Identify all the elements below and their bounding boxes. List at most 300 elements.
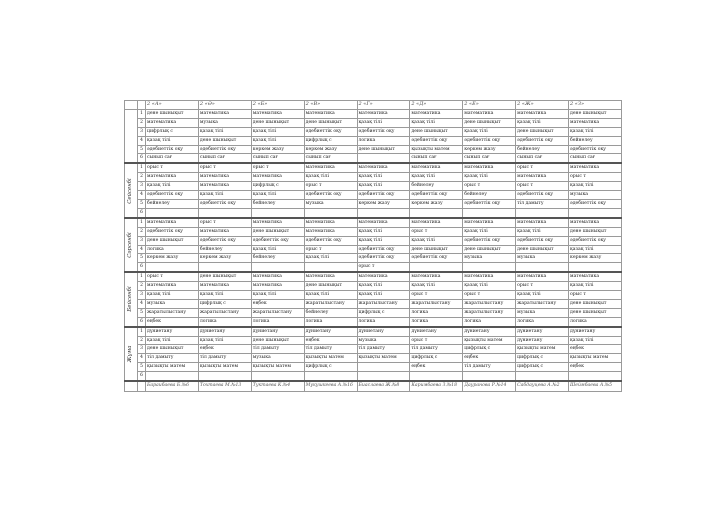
lesson-cell: цифрлық с bbox=[146, 127, 199, 136]
lesson-row bbox=[125, 218, 622, 227]
lesson-cell: математика bbox=[569, 218, 622, 227]
lesson-cell: көркем жазу bbox=[251, 145, 304, 154]
lesson-cell: қазақ тілі bbox=[569, 336, 622, 345]
lesson-cell: математика bbox=[516, 272, 569, 281]
lesson-cell: дүниетану bbox=[463, 327, 516, 336]
lesson-cell: қазақ тілі bbox=[198, 127, 251, 136]
lesson-cell: қызықты матем bbox=[304, 354, 357, 363]
lesson-cell: орыс т bbox=[304, 245, 357, 254]
lesson-cell: логика bbox=[516, 317, 569, 326]
lesson-number: 6 bbox=[138, 372, 146, 381]
lesson-cell: дене шынықыт bbox=[304, 118, 357, 127]
lesson-cell: жаратылыстану bbox=[516, 299, 569, 308]
lesson-cell: қызықты матем bbox=[516, 345, 569, 354]
lesson-cell: дене шынықыт bbox=[251, 118, 304, 127]
lesson-cell bbox=[463, 372, 516, 381]
corner-cell bbox=[125, 381, 138, 391]
lesson-cell bbox=[146, 208, 199, 217]
lesson-cell: орыс т bbox=[516, 282, 569, 291]
lesson-cell: көркем жазу bbox=[146, 254, 199, 263]
lesson-number: 3 bbox=[138, 127, 146, 136]
lesson-cell: математика bbox=[146, 218, 199, 227]
lesson-cell: қазақ тілі bbox=[516, 291, 569, 300]
lesson-row bbox=[125, 173, 622, 182]
lesson-number: 5 bbox=[138, 363, 146, 372]
lesson-cell: математика bbox=[516, 218, 569, 227]
lesson-cell: қазақ тілі bbox=[410, 236, 463, 245]
lesson-cell: математика bbox=[251, 282, 304, 291]
lesson-cell: көркем жазу bbox=[198, 254, 251, 263]
lesson-cell bbox=[304, 263, 357, 272]
lesson-number: 3 bbox=[138, 345, 146, 354]
class-header: 2 «Б» bbox=[251, 101, 304, 110]
lesson-cell: математика bbox=[146, 282, 199, 291]
lesson-cell: орыс т bbox=[410, 227, 463, 236]
lesson-cell: жаратылыстану bbox=[463, 299, 516, 308]
lesson-number: 2 bbox=[138, 118, 146, 127]
lesson-cell bbox=[198, 263, 251, 272]
day-label bbox=[125, 327, 138, 381]
lesson-cell: математика bbox=[463, 163, 516, 172]
lesson-cell: көркем жазу bbox=[569, 254, 622, 263]
lesson-row bbox=[125, 272, 622, 281]
lesson-cell: математика bbox=[569, 163, 622, 172]
lesson-number: 1 bbox=[138, 272, 146, 281]
lesson-number: 1 bbox=[138, 327, 146, 336]
lesson-cell: орыс т bbox=[516, 163, 569, 172]
lesson-cell: қазақ тілі bbox=[463, 282, 516, 291]
lesson-cell bbox=[516, 263, 569, 272]
corner-cell bbox=[138, 381, 146, 391]
lesson-cell: тіл дамыту bbox=[463, 363, 516, 372]
lesson-number: 4 bbox=[138, 245, 146, 254]
lesson-row bbox=[125, 245, 622, 254]
teacher-name: Сабдауцева А.№2 bbox=[516, 381, 569, 391]
lesson-row bbox=[125, 109, 622, 118]
lesson-cell: қазақ тілі bbox=[146, 182, 199, 191]
lesson-cell: қазақ тілі bbox=[357, 291, 410, 300]
lesson-cell: математика bbox=[198, 282, 251, 291]
lesson-cell: қазақ тілі bbox=[463, 227, 516, 236]
lesson-cell: цифрлық с bbox=[251, 182, 304, 191]
lesson-cell: бейнелеу bbox=[198, 245, 251, 254]
lesson-cell: цифрлық с bbox=[304, 136, 357, 145]
lesson-cell: сынып сағ bbox=[146, 154, 199, 163]
lesson-cell: математика bbox=[198, 173, 251, 182]
lesson-cell: әдебиеттік оқу bbox=[463, 199, 516, 208]
lesson-cell: орыс т bbox=[251, 163, 304, 172]
lesson-row bbox=[125, 336, 622, 345]
lesson-cell bbox=[463, 263, 516, 272]
lesson-row bbox=[125, 118, 622, 127]
lesson-cell: дене шынықыт bbox=[569, 109, 622, 118]
lesson-number: 2 bbox=[138, 282, 146, 291]
lesson-cell: еңбек bbox=[410, 363, 463, 372]
teacher-name: Туктаева К.№4 bbox=[251, 381, 304, 391]
lesson-cell: әдебиеттік оқу bbox=[251, 236, 304, 245]
lesson-row bbox=[125, 345, 622, 354]
lesson-cell bbox=[569, 208, 622, 217]
lesson-cell: музыка bbox=[304, 199, 357, 208]
lesson-cell: орыс т bbox=[516, 182, 569, 191]
lesson-cell: дене шынықыт bbox=[146, 109, 199, 118]
lesson-cell: тіл дамыту bbox=[357, 345, 410, 354]
lesson-cell: еңбек bbox=[304, 336, 357, 345]
lesson-cell: қазақ тілі bbox=[357, 118, 410, 127]
lesson-cell: математика bbox=[463, 109, 516, 118]
lesson-cell: орыс т bbox=[410, 336, 463, 345]
day-name: Жұма bbox=[127, 345, 134, 363]
lesson-cell: логика bbox=[410, 308, 463, 317]
lesson-row bbox=[125, 317, 622, 326]
lesson-cell bbox=[146, 372, 199, 381]
lesson-cell: қазақ тілі bbox=[357, 182, 410, 191]
lesson-cell bbox=[569, 372, 622, 381]
lesson-cell bbox=[357, 372, 410, 381]
lesson-cell: еңбек bbox=[251, 299, 304, 308]
lesson-cell: тіл дамыту bbox=[198, 354, 251, 363]
day-label bbox=[125, 109, 138, 163]
lesson-cell: қазақ тілі bbox=[251, 291, 304, 300]
lesson-cell: дене шынықыт bbox=[251, 336, 304, 345]
lesson-cell: цифрлық с bbox=[198, 299, 251, 308]
lesson-cell: математика bbox=[198, 109, 251, 118]
lesson-cell: қызықты матем bbox=[198, 363, 251, 372]
lesson-cell: дүниетану bbox=[410, 327, 463, 336]
lesson-cell: цифрлық с bbox=[410, 354, 463, 363]
lesson-cell: бейнелеу bbox=[251, 254, 304, 263]
lesson-number: 6 bbox=[138, 263, 146, 272]
lesson-cell: жаратылыстану bbox=[304, 299, 357, 308]
lesson-cell: сынып сағ bbox=[251, 154, 304, 163]
lesson-cell: сынып сағ bbox=[304, 154, 357, 163]
lesson-cell: математика bbox=[198, 227, 251, 236]
lesson-cell: орыс т bbox=[569, 173, 622, 182]
teacher-name: Каримбаева З.№18 bbox=[410, 381, 463, 391]
lesson-cell bbox=[251, 263, 304, 272]
lesson-cell bbox=[357, 208, 410, 217]
lesson-cell: қазақ тілі bbox=[198, 291, 251, 300]
lesson-cell: жаратылыстану bbox=[410, 299, 463, 308]
lesson-cell: дүниетану bbox=[357, 327, 410, 336]
lesson-cell bbox=[198, 372, 251, 381]
lesson-cell: бейнелеу bbox=[516, 145, 569, 154]
lesson-cell: еңбек bbox=[569, 363, 622, 372]
lesson-cell bbox=[410, 208, 463, 217]
lesson-cell: музыка bbox=[516, 254, 569, 263]
lesson-cell: жаратылыстану bbox=[146, 308, 199, 317]
lesson-cell: қазақ тілі bbox=[569, 182, 622, 191]
lesson-cell: музыка bbox=[251, 354, 304, 363]
lesson-cell: орыс т bbox=[198, 218, 251, 227]
lesson-cell bbox=[146, 263, 199, 272]
lesson-cell: цифрлық с bbox=[304, 363, 357, 372]
class-header: 2 «Ә» bbox=[198, 101, 251, 110]
lesson-cell: әдебиеттік оқу bbox=[410, 136, 463, 145]
lesson-cell: әдебиеттік оқу bbox=[146, 227, 199, 236]
lesson-cell: музыка bbox=[146, 299, 199, 308]
class-header: 2 «З» bbox=[569, 101, 622, 110]
lesson-cell: математика bbox=[146, 173, 199, 182]
lesson-cell: әдебиеттік оқу bbox=[198, 236, 251, 245]
class-header: 2 «Е» bbox=[463, 101, 516, 110]
lesson-cell: дене шынықыт bbox=[516, 245, 569, 254]
teacher-row bbox=[125, 381, 622, 391]
lesson-cell: орыс т bbox=[463, 182, 516, 191]
lesson-cell: музыка bbox=[357, 336, 410, 345]
lesson-cell: дене шынықыт bbox=[463, 118, 516, 127]
lesson-cell: математика bbox=[357, 109, 410, 118]
lesson-cell: тіл дамыту bbox=[251, 345, 304, 354]
lesson-cell: математика bbox=[251, 272, 304, 281]
lesson-cell: логика bbox=[463, 317, 516, 326]
lesson-cell: дүниетану bbox=[198, 327, 251, 336]
lesson-cell: қазақ тілі bbox=[463, 127, 516, 136]
lesson-cell: еңбек bbox=[463, 354, 516, 363]
lesson-cell: дене шынықыт bbox=[198, 136, 251, 145]
lesson-cell: логика bbox=[357, 136, 410, 145]
lesson-row bbox=[125, 254, 622, 263]
lesson-row bbox=[125, 263, 622, 272]
lesson-cell: әдебиеттік оқу bbox=[516, 136, 569, 145]
lesson-cell: жаратылыстану bbox=[463, 308, 516, 317]
lesson-cell: математика bbox=[410, 109, 463, 118]
lesson-cell: әдебиеттік оқу bbox=[146, 191, 199, 200]
lesson-cell: логика bbox=[198, 317, 251, 326]
lesson-number: 4 bbox=[138, 354, 146, 363]
lesson-cell: сынып сағ bbox=[463, 154, 516, 163]
lesson-number: 1 bbox=[138, 109, 146, 118]
lesson-row bbox=[125, 327, 622, 336]
class-header: 2 «А» bbox=[146, 101, 199, 110]
lesson-cell: тіл дамыту bbox=[516, 199, 569, 208]
day-name: Сейсенбі bbox=[127, 177, 134, 204]
lesson-cell: дүниетану bbox=[516, 327, 569, 336]
lesson-row bbox=[125, 136, 622, 145]
lesson-cell: қазақ тілі bbox=[304, 173, 357, 182]
lesson-cell: математика bbox=[357, 163, 410, 172]
class-header: 2 «Ж» bbox=[516, 101, 569, 110]
lesson-cell: математика bbox=[304, 272, 357, 281]
lesson-cell: логика bbox=[410, 317, 463, 326]
lesson-cell: қазақ тілі bbox=[304, 291, 357, 300]
lesson-cell: орыс т bbox=[569, 291, 622, 300]
lesson-cell: дене шынықыт bbox=[251, 227, 304, 236]
lesson-cell: қазақ тілі bbox=[251, 245, 304, 254]
teacher-name: Тохтаева М.№13 bbox=[198, 381, 251, 391]
lesson-cell: жаратылыстану bbox=[357, 299, 410, 308]
class-header: 2 «В» bbox=[304, 101, 357, 110]
lesson-cell: қызықты матем bbox=[410, 145, 463, 154]
corner-cell bbox=[125, 101, 138, 110]
lesson-cell: әдебиеттік оқу bbox=[357, 191, 410, 200]
lesson-cell bbox=[251, 208, 304, 217]
lesson-cell: әдебиеттік оқу bbox=[410, 254, 463, 263]
lesson-cell: әдебиеттік оқу bbox=[463, 136, 516, 145]
lesson-cell: орыс т bbox=[304, 182, 357, 191]
lesson-cell: дене шынықыт bbox=[569, 308, 622, 317]
lesson-cell: сынып сағ bbox=[569, 154, 622, 163]
lesson-cell: математика bbox=[304, 218, 357, 227]
lesson-cell: қазақ тілі bbox=[569, 245, 622, 254]
lesson-row bbox=[125, 182, 622, 191]
day-label bbox=[125, 218, 138, 272]
lesson-cell: сынып сағ bbox=[198, 154, 251, 163]
lesson-row bbox=[125, 145, 622, 154]
lesson-cell: математика bbox=[516, 109, 569, 118]
lesson-cell: әдебиеттік оқу bbox=[569, 145, 622, 154]
lesson-cell: қазақ тілі bbox=[146, 291, 199, 300]
lesson-cell: сынып сағ bbox=[516, 154, 569, 163]
lesson-cell: орыс т bbox=[146, 163, 199, 172]
lesson-cell: әдебиеттік оқу bbox=[410, 191, 463, 200]
lesson-row bbox=[125, 199, 622, 208]
lesson-cell: орыс т bbox=[198, 163, 251, 172]
teacher-name: Мукушкеева А.№16 bbox=[304, 381, 357, 391]
lesson-cell: қазақ тілі bbox=[516, 118, 569, 127]
lesson-row bbox=[125, 354, 622, 363]
lesson-number: 6 bbox=[138, 154, 146, 163]
lesson-cell: математика bbox=[251, 173, 304, 182]
lesson-cell bbox=[463, 208, 516, 217]
lesson-number: 2 bbox=[138, 173, 146, 182]
lesson-row bbox=[125, 154, 622, 163]
lesson-cell: қазақ тілі bbox=[198, 336, 251, 345]
lesson-number: 5 bbox=[138, 254, 146, 263]
lesson-row bbox=[125, 163, 622, 172]
lesson-number: 1 bbox=[138, 218, 146, 227]
lesson-cell: дене шынықыт bbox=[146, 236, 199, 245]
lesson-cell: тіл дамыту bbox=[304, 345, 357, 354]
lesson-cell: қазақ тілі bbox=[146, 136, 199, 145]
lesson-cell: музыка bbox=[463, 254, 516, 263]
lesson-cell: дене шынықыт bbox=[410, 245, 463, 254]
lesson-cell: бейнелеу bbox=[463, 191, 516, 200]
lesson-cell: логика bbox=[251, 317, 304, 326]
lesson-number: 3 bbox=[138, 236, 146, 245]
lesson-number: 1 bbox=[138, 163, 146, 172]
lesson-cell: дүниетану bbox=[569, 327, 622, 336]
lesson-cell: қазақ тілі bbox=[304, 254, 357, 263]
lesson-row bbox=[125, 308, 622, 317]
lesson-cell: қазақ тілі bbox=[569, 127, 622, 136]
lesson-cell: қазақ тілі bbox=[410, 173, 463, 182]
lesson-cell: музыка bbox=[198, 118, 251, 127]
lesson-cell: дүниетану bbox=[516, 336, 569, 345]
lesson-cell: көркем жазу bbox=[463, 145, 516, 154]
lesson-cell: логика bbox=[569, 317, 622, 326]
lesson-cell: бейнелеу bbox=[410, 182, 463, 191]
lesson-cell: қазақ тілі bbox=[410, 282, 463, 291]
lesson-cell: дене шынықыт bbox=[410, 127, 463, 136]
lesson-cell: дене шынықыт bbox=[463, 245, 516, 254]
lesson-number: 2 bbox=[138, 227, 146, 236]
teacher-name: Дауранова Р.№14 bbox=[463, 381, 516, 391]
lesson-cell: математика bbox=[357, 272, 410, 281]
header-row bbox=[125, 101, 622, 110]
lesson-cell: орыс т bbox=[357, 263, 410, 272]
lesson-number: 4 bbox=[138, 299, 146, 308]
day-label bbox=[125, 163, 138, 217]
teacher-name: Бараибаева Б.№6 bbox=[146, 381, 199, 391]
lesson-cell: әдебиеттік оқу bbox=[357, 254, 410, 263]
lesson-cell: әдебиеттік оқу bbox=[198, 145, 251, 154]
day-label bbox=[125, 272, 138, 326]
lesson-cell: қызықты матем bbox=[146, 363, 199, 372]
lesson-cell: математика bbox=[516, 173, 569, 182]
teacher-name: Биаслаева Ж.№8 bbox=[357, 381, 410, 391]
lesson-cell: еңбек bbox=[146, 317, 199, 326]
lesson-cell: қазақ тілі bbox=[410, 118, 463, 127]
lesson-cell: математика bbox=[251, 218, 304, 227]
lesson-row bbox=[125, 191, 622, 200]
lesson-cell: математика bbox=[463, 272, 516, 281]
lesson-cell: әдебиеттік оқу bbox=[463, 236, 516, 245]
class-header: 2 «Д» bbox=[410, 101, 463, 110]
lesson-cell bbox=[357, 154, 410, 163]
lesson-cell: бейнелеу bbox=[146, 199, 199, 208]
lesson-row bbox=[125, 208, 622, 217]
lesson-cell: дене шынықыт bbox=[198, 272, 251, 281]
lesson-cell: әдебиеттік оқу bbox=[304, 191, 357, 200]
lesson-cell: әдебиеттік оқу bbox=[304, 127, 357, 136]
lesson-cell: қазақ тілі bbox=[569, 282, 622, 291]
lesson-cell: дене шынықыт bbox=[569, 299, 622, 308]
lesson-cell: дене шынықыт bbox=[516, 127, 569, 136]
lesson-cell: математика bbox=[304, 163, 357, 172]
lesson-number: 4 bbox=[138, 136, 146, 145]
lesson-cell: логика bbox=[357, 317, 410, 326]
lesson-number: 5 bbox=[138, 308, 146, 317]
lesson-cell: орыс т bbox=[463, 291, 516, 300]
lesson-cell: математика bbox=[463, 218, 516, 227]
lesson-cell: еңбек bbox=[569, 345, 622, 354]
lesson-cell: қазақ тілі bbox=[146, 336, 199, 345]
lesson-cell: қызықты матем bbox=[357, 354, 410, 363]
lesson-cell: цифрлық с bbox=[463, 345, 516, 354]
lesson-cell bbox=[516, 372, 569, 381]
lesson-cell: қазақ тілі bbox=[251, 127, 304, 136]
lesson-cell: сынып сағ bbox=[410, 154, 463, 163]
lesson-cell: математика bbox=[569, 118, 622, 127]
lesson-cell: музыка bbox=[569, 191, 622, 200]
lesson-cell: әдебиеттік оқу bbox=[516, 191, 569, 200]
class-header: 2 «Г» bbox=[357, 101, 410, 110]
timetable bbox=[124, 100, 622, 392]
lesson-row bbox=[125, 299, 622, 308]
lesson-cell: орыс т bbox=[410, 291, 463, 300]
lesson-cell: дене шынықыт bbox=[357, 145, 410, 154]
lesson-row bbox=[125, 127, 622, 136]
lesson-cell: қазақ тілі bbox=[251, 136, 304, 145]
lesson-cell: бейнелеу bbox=[569, 136, 622, 145]
lesson-number: 2 bbox=[138, 336, 146, 345]
lesson-cell: әдебиеттік оқу bbox=[198, 199, 251, 208]
lesson-number: 3 bbox=[138, 291, 146, 300]
lesson-number: 6 bbox=[138, 208, 146, 217]
lesson-cell bbox=[410, 372, 463, 381]
lesson-row bbox=[125, 227, 622, 236]
lesson-cell: қызықты матем bbox=[251, 363, 304, 372]
lesson-cell: қазақ тілі bbox=[357, 236, 410, 245]
lesson-number: 6 bbox=[138, 317, 146, 326]
lesson-cell: дүниетану bbox=[146, 327, 199, 336]
lesson-cell: қызықты матем bbox=[569, 354, 622, 363]
lesson-cell bbox=[569, 263, 622, 272]
lesson-cell bbox=[304, 372, 357, 381]
lesson-cell: қазақ тілі bbox=[251, 191, 304, 200]
lesson-cell bbox=[304, 208, 357, 217]
